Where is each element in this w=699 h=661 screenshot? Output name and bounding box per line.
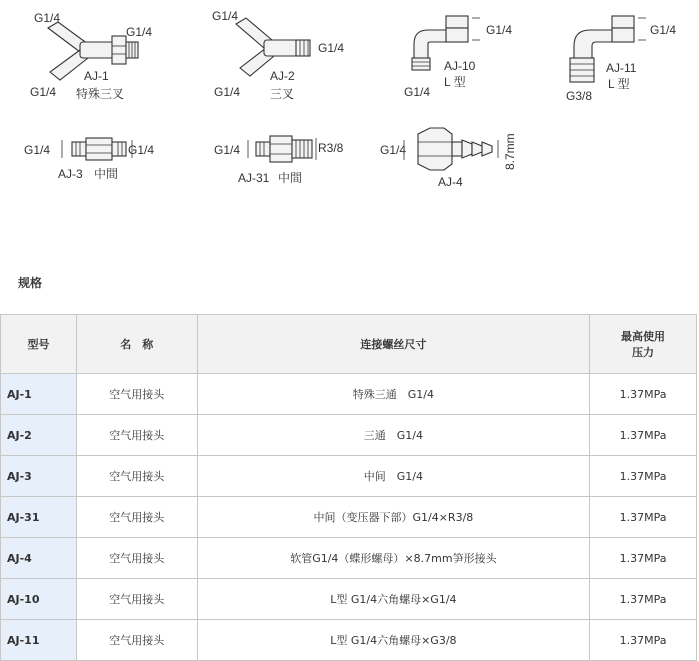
table-row (1, 497, 697, 538)
aj-10-port-bottom: G1/4 (404, 85, 431, 99)
aj-2-port-lower: G1/4 (214, 85, 241, 99)
header-pressure (590, 315, 697, 374)
table-header-row (1, 315, 697, 374)
aj-4-port-left: G1/4 (380, 143, 407, 157)
aj-3-port-left: G1/4 (24, 143, 51, 157)
spec-table (0, 314, 697, 661)
cell-model: AJ-10 (1, 579, 77, 620)
diagram-aj-11 (566, 16, 676, 103)
cell-name: 空气用接头 (76, 374, 197, 415)
aj-31-model-label: AJ-31 (238, 171, 270, 185)
cell-pressure: 1.37MPa (590, 620, 697, 661)
aj-3-model-label: AJ-3 (58, 167, 83, 181)
fittings-diagram-area (0, 0, 699, 260)
cell-name: 空气用接头 (76, 497, 197, 538)
cell-pressure: 1.37MPa (590, 497, 697, 538)
aj-3-port-right: G1/4 (128, 143, 155, 157)
cell-model: AJ-1 (1, 374, 77, 415)
diagram-aj-2 (212, 9, 344, 101)
cell-name: 空气用接头 (76, 415, 197, 456)
aj-11-caption: L 型 (608, 77, 630, 91)
aj-31-caption: 中間 (278, 171, 303, 185)
diagram-aj-1 (30, 11, 152, 101)
cell-thread: 软管G1/4（蝶形螺母）×8.7mm笋形接头 (197, 538, 589, 579)
table-row (1, 579, 697, 620)
header-model: 型号 (1, 315, 77, 374)
aj-4-model-label: AJ-4 (438, 175, 463, 189)
aj-1-port-lower: G1/4 (30, 85, 57, 99)
cell-model: AJ-31 (1, 497, 77, 538)
aj-11-model-label: AJ-11 (606, 61, 637, 75)
aj-4-dimension: 8.7mm (503, 133, 517, 170)
cell-thread: L型 G1/4六角螺母×G1/4 (197, 579, 589, 620)
section-title: 规格 (18, 276, 43, 290)
aj-3-caption: 中間 (94, 167, 119, 181)
cell-pressure: 1.37MPa (590, 579, 697, 620)
aj-31-port-left: G1/4 (214, 143, 241, 157)
diagram-aj-3 (24, 138, 154, 181)
aj-2-caption: 三叉 (270, 87, 295, 101)
cell-pressure: 1.37MPa (590, 374, 697, 415)
aj-2-model-label: AJ-2 (270, 69, 295, 83)
cell-pressure: 1.37MPa (590, 538, 697, 579)
cell-name: 空气用接头 (76, 579, 197, 620)
aj-11-port-bottom: G3/8 (566, 89, 593, 103)
aj-1-model-label: AJ-1 (84, 69, 109, 83)
diagram-aj-4 (380, 128, 517, 189)
cell-thread: 中间（变压器下部）G1/4×R3/8 (197, 497, 589, 538)
cell-model: AJ-4 (1, 538, 77, 579)
header-name: 名 称 (76, 315, 197, 374)
cell-pressure: 1.37MPa (590, 456, 697, 497)
aj-1-port-outlet: G1/4 (126, 25, 153, 39)
cell-thread: L型 G1/4六角螺母×G3/8 (197, 620, 589, 661)
cell-model: AJ-2 (1, 415, 77, 456)
cell-name: 空气用接头 (76, 620, 197, 661)
cell-thread: 特殊三通 G1/4 (197, 374, 589, 415)
header-thread: 连接螺丝尺寸 (197, 315, 589, 374)
aj-1-port-upper: G1/4 (34, 11, 61, 25)
aj-2-port-outlet: G1/4 (318, 41, 345, 55)
aj-31-port-right: R3/8 (318, 141, 344, 155)
header-pressure-line2: 压力 (632, 346, 655, 359)
cell-pressure: 1.37MPa (590, 415, 697, 456)
aj-10-caption: L 型 (444, 75, 466, 89)
aj-10-model-label: AJ-10 (444, 59, 476, 73)
aj-10-port-top: G1/4 (486, 23, 513, 37)
table-row (1, 415, 697, 456)
cell-name: 空气用接头 (76, 456, 197, 497)
cell-name: 空气用接头 (76, 538, 197, 579)
aj-11-port-top: G1/4 (650, 23, 677, 37)
table-row (1, 374, 697, 415)
diagram-aj-10 (404, 16, 512, 99)
cell-thread: 三通 G1/4 (197, 415, 589, 456)
cell-model: AJ-3 (1, 456, 77, 497)
table-row (1, 620, 697, 661)
table-row (1, 538, 697, 579)
aj-2-port-upper: G1/4 (212, 9, 239, 23)
aj-1-caption: 特殊三叉 (76, 87, 125, 101)
table-row (1, 456, 697, 497)
cell-thread: 中间 G1/4 (197, 456, 589, 497)
diagram-aj-31 (214, 136, 344, 185)
header-pressure-line1: 最高使用 (621, 330, 666, 343)
cell-model: AJ-11 (1, 620, 77, 661)
